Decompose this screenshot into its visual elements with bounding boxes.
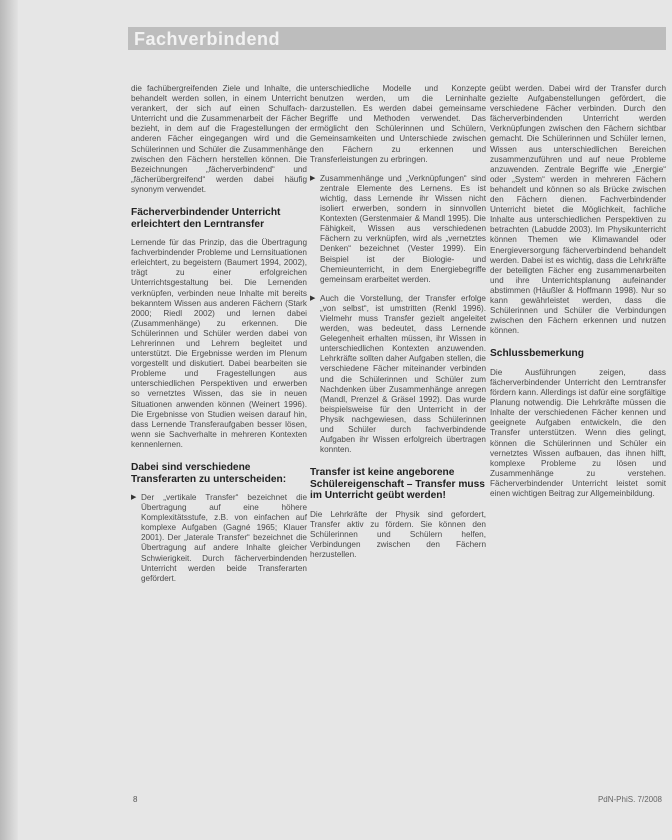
paragraph: unterschiedliche Modelle und Konzepte benutzen werden, um die Lerninhalte darzustellen. Es werden dabei gemeinsame Begriffe und Methoden verwendet. Das ermöglicht den Schülerinnen und Schülern, Gemeinsamkeiten und Unterschiede zwischen den Fächern zu erkennen und Transferleistungen zu erbringen. — [310, 84, 486, 164]
page-number: 8 — [133, 795, 138, 804]
section-heading: Transfer ist keine angeborene Schülereigenschaft – Transfer muss im Unterricht geübt werden! — [310, 467, 485, 502]
section-heading: Dabei sind verschiedene Transferarten zu unterscheiden: — [131, 462, 287, 485]
paragraph: Lernende für das Prinzip, das die Übertragung fachverbindender Probleme und Lernsituationen erleichtert, zu begeistern (Baumert 1994, 2002), trägt zu einer erfolgreichen Unterrichtsgestaltung bei. Die Lernenden verknüpfen, verbinden neue Inhalte mit bereits bekanntem Wissen aus anderen Fächern (Stark 2000; Riedl 2002) und lernen dabei (Zusammenhänge) zu erkennen. Die Schülerinnen und Schüler werden dabei von Lehrerinnen und Lehrern begleitet und unterstützt. Die Ergebnisse werden im Plenum vorgestellt und diskutiert. Dabei bearbeiten sie Probleme und Fragestellungen aus unterschiedlichen Perspektiven und erwerben so vernetztes Wissen, das sie in neuen Situationen anwenden können (Weinert 1996). Die Ergebnisse von Studien weisen darauf hin, dass Lernende Transferaufgaben besser lösen, wenn sie Sachverhalte in mehreren Kontexten kennenlernen. — [131, 238, 307, 449]
paragraph: die fachübergreifenden Ziele und Inhalte, die behandelt werden sollen, in einem Unterricht verankert, der sich auf einen Schulfach-Unterricht und die Zusammenarbeit der Fächer bezieht, in dem auf die Fragestellungen der anderen Fächer eingegangen wird und die Schülerinnen und Schüler die Zusammenhänge zwischen den Fächern herstellen können. Die Bezeichnungen „fächerverbindend“ und „fächerübergreifend“ werden dabei häufig synonym verwendet. — [131, 84, 307, 194]
column-left — [131, 84, 307, 593]
paragraph: Die Ausführungen zeigen, dass fächerverbindender Unterricht den Lerntransfer fördern kann. Allerdings ist dafür eine sorgfältige Planung notwendig. Die Lehrkräfte müssen die Inhalte der verschiedenen Fächer kennen und geeignete Aufgaben entwickeln, die den Transfer unterstützen. Wenn dies gelingt, können die Schülerinnen und Schüler ein vernetztes Wissen aufbauen, das ihnen hilft, komplexe Probleme zu lösen und Zusammenhänge zu verstehen. Fächerverbindender Unterricht leistet somit einen wichtigen Beitrag zur Allgemeinbildung. — [490, 367, 666, 498]
section-heading: Fächerverbindender Unterricht erleichtert den Lerntransfer — [131, 207, 281, 230]
bullet-paragraph: ▶ Zusammenhänge und „Verknüpfungen“ sind zentrale Elemente des Lernens. Es ist wichtig, dass Lernende ihr Wissen nicht isoliert erwerben, sondern in sinnvollen Kontexten (Gerstenmaier & Mandl 1995). Die Fähigkeit, Wissen aus verschiedenen Fächern zu verknüpfen, wird als „vernetztes Denken“ bezeichnet (Vester 1999). Ein Beispiel ist der Biologie- und Chemieunterricht, in dem Energiebegriffe gemeinsam erarbeitet werden. — [310, 174, 486, 285]
paragraph: Die Lehrkräfte der Physik sind gefordert, Transfer aktiv zu fördern. Sie können den Schülerinnen und Schülern helfen, Verbindungen zwischen den Fächern herzustellen. — [310, 509, 486, 560]
bullet-paragraph: ▶ Der „vertikale Transfer“ bezeichnet die Übertragung auf eine höhere Komplexitätsstufe, z.B. von einfachen auf komplexe Aufgaben (Gagné 1965; Klauer 2001). Der „laterale Transfer“ bezeichnet die Übertragung auf andere Inhalte gleicher Schwierigkeit. Durch fächerverbindenden Unterricht werden beide Transferarten gefördert. — [131, 493, 307, 584]
header-title: Fachverbindend — [134, 29, 281, 49]
paragraph: geübt werden. Dabei wird der Transfer durch gezielte Aufgabenstellungen gefördert, die verschiedene Fächer verbinden. Durch den fächerverbindenden Unterricht werden Verknüpfungen zwischen den Fächern sichtbar gemacht. Die Schülerinnen und Schüler lernen, Wissen aus unterschiedlichen Bereichen zusammenzuführen und auf neue Probleme anzuwenden. Zentrale Begriffe wie „Energie“ oder „System“ werden in mehreren Fächern behandelt und können so als Brücke zwischen den Fächern dienen. Fachverbindender Unterricht bietet die Möglichkeit, fachliche Inhalte aus unterschiedlichen Perspektiven zu betrachten (Labudde 2003). Im Physikunterricht können Themen wie Klimawandel oder Energieversorgung fächerverbindend behandelt werden. Dabei ist es wichtig, dass die Lehrkräfte der beteiligten Fächer eng zusammenarbeiten und ihre Unterrichtsplanung aufeinander abstimmen (Häußler & Hoffmann 1998). Nur so kann gewährleistet werden, dass die Schülerinnen und Schüler die Verbindungen zwischen den Fächern erkennen und nutzen können. — [490, 84, 666, 336]
bullet-paragraph: ▶ Auch die Vorstellung, der Transfer erfolge „von selbst“, ist umstritten (Renkl 1996). Vielmehr muss Transfer gezielt angeleitet werden, was bedeutet, dass Lernende Gelegenheit erhalten müssen, ihr Wissen in unterschiedlichen Kontexten anzuwenden. Lehrkräfte sollten daher Aufgaben stellen, die verschiedene Fächer miteinander verbinden und die Schülerinnen und Schüler zum Nachdenken über Zusammenhänge anregen (Mandl, Prenzel & Gräsel 1992). Das wurde beispielsweise für den Unterricht in der Physik nachgewiesen, dass Schülerinnen und Schüler durch fachverbindende Aufgaben ihr Wissen erfolgreich übertragen konnten. — [310, 294, 486, 456]
column-middle — [310, 84, 486, 569]
column-right — [490, 84, 666, 508]
journal-reference: PdN-PhiS. 7/2008 — [597, 795, 662, 804]
section-heading: Schlussbemerkung — [490, 348, 584, 360]
